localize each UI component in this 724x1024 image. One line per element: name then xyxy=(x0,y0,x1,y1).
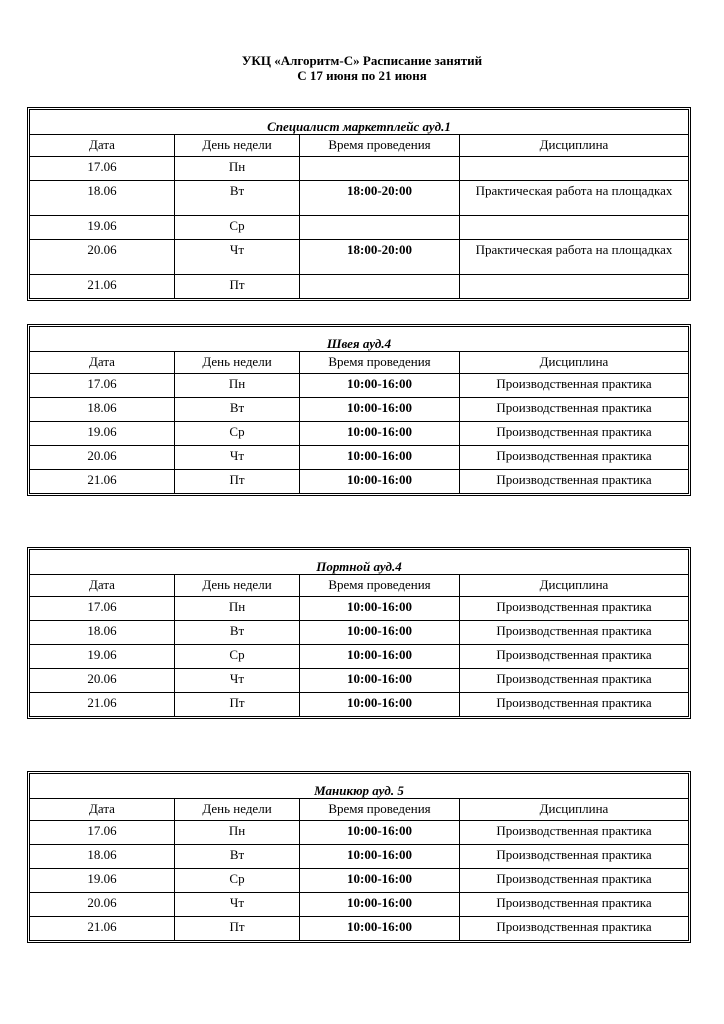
discipline-cell: Практическая работа на площадках xyxy=(460,240,688,275)
date-cell: 21.06 xyxy=(30,470,175,493)
time-cell: 10:00-16:00 xyxy=(300,422,460,446)
column-header-date: Дата xyxy=(30,575,175,597)
time-cell: 10:00-16:00 xyxy=(300,821,460,845)
discipline-cell: Производственная практика xyxy=(496,472,652,487)
date-cell: 18.06 xyxy=(30,621,175,645)
time-cell: 10:00-16:00 xyxy=(300,470,460,493)
schedule-table-seamstress xyxy=(27,324,691,496)
time-cell: 10:00-16:00 xyxy=(300,917,460,940)
table-row xyxy=(30,597,688,621)
discipline-cell: Производственная практика xyxy=(460,845,688,869)
day-cell: Ср xyxy=(175,216,300,240)
discipline-cell: Производственная практика xyxy=(460,893,688,917)
time-cell: 10:00-16:00 xyxy=(300,398,460,422)
day-cell: Чт xyxy=(175,446,300,470)
column-header-day: День недели xyxy=(175,135,300,157)
date-cell: 18.06 xyxy=(30,181,175,216)
column-header-time: Время проведения xyxy=(300,575,460,597)
schedule-table-marketplace xyxy=(27,107,691,301)
document-title: УКЦ «Алгоритм-С» Расписание занятий xyxy=(241,53,483,68)
table-caption: Портной ауд.4 xyxy=(30,550,688,575)
day-cell: Ср xyxy=(175,869,300,893)
day-cell: Пт xyxy=(175,917,300,940)
discipline-cell: Производственная практика xyxy=(460,422,688,446)
time-cell: 10:00-16:00 xyxy=(300,669,460,693)
table-row xyxy=(30,275,688,298)
column-header-day: День недели xyxy=(175,352,300,374)
table-row xyxy=(30,693,688,716)
column-header-time: Время проведения xyxy=(300,799,460,821)
time-cell xyxy=(300,275,460,298)
date-cell: 19.06 xyxy=(30,645,175,669)
discipline-cell: Производственная практика xyxy=(460,621,688,645)
column-header-day: День недели xyxy=(175,799,300,821)
date-cell: 17.06 xyxy=(30,374,175,398)
time-cell: 10:00-16:00 xyxy=(300,693,460,716)
table-row xyxy=(30,869,688,893)
date-cell: 17.06 xyxy=(30,597,175,621)
discipline-cell: Производственная практика xyxy=(460,869,688,893)
discipline-cell: Производственная практика xyxy=(460,398,688,422)
day-cell: Вт xyxy=(175,181,300,216)
date-cell: 19.06 xyxy=(30,869,175,893)
table-row xyxy=(30,621,688,645)
table-row xyxy=(30,398,688,422)
table-row xyxy=(30,240,688,275)
column-header-discipline: Дисциплина xyxy=(460,135,688,157)
schedule-table-tailor xyxy=(27,547,691,719)
document-date-range: С 17 июня по 21 июня xyxy=(297,68,427,83)
column-header-time: Время проведения xyxy=(300,352,460,374)
table-row xyxy=(30,157,688,181)
table-row xyxy=(30,645,688,669)
table-row xyxy=(30,845,688,869)
discipline-cell: Производственная практика xyxy=(460,645,688,669)
column-header-date: Дата xyxy=(30,135,175,157)
table-row xyxy=(30,216,688,240)
date-cell: 18.06 xyxy=(30,398,175,422)
time-cell: 10:00-16:00 xyxy=(300,597,460,621)
discipline-cell xyxy=(460,275,688,298)
table-caption: Швея ауд.4 xyxy=(30,327,688,352)
time-cell: 10:00-16:00 xyxy=(300,446,460,470)
column-header-date: Дата xyxy=(30,352,175,374)
day-cell: Пт xyxy=(175,275,300,298)
date-cell: 17.06 xyxy=(30,821,175,845)
day-cell: Чт xyxy=(175,669,300,693)
time-cell: 10:00-16:00 xyxy=(300,869,460,893)
table-row xyxy=(30,181,688,216)
date-cell: 21.06 xyxy=(30,693,175,716)
date-cell: 20.06 xyxy=(30,893,175,917)
column-header-discipline: Дисциплина xyxy=(460,799,688,821)
day-cell: Пн xyxy=(175,821,300,845)
date-cell: 17.06 xyxy=(30,157,175,181)
table-row xyxy=(30,374,688,398)
day-cell: Пт xyxy=(175,470,300,493)
day-cell: Пн xyxy=(175,597,300,621)
time-cell xyxy=(300,216,460,240)
day-cell: Вт xyxy=(175,845,300,869)
time-cell: 10:00-16:00 xyxy=(300,645,460,669)
time-cell xyxy=(300,157,460,181)
table-row xyxy=(30,470,688,493)
time-cell: 18:00-20:00 xyxy=(300,181,460,216)
table-row xyxy=(30,917,688,940)
table-row xyxy=(30,893,688,917)
column-header-date: Дата xyxy=(30,799,175,821)
discipline-cell: Практическая работа на площадках xyxy=(460,181,688,216)
date-cell: 21.06 xyxy=(30,275,175,298)
date-cell: 20.06 xyxy=(30,669,175,693)
date-cell: 19.06 xyxy=(30,216,175,240)
column-header-discipline: Дисциплина xyxy=(460,352,688,374)
date-cell: 21.06 xyxy=(30,917,175,940)
discipline-cell: Производственная практика xyxy=(460,374,688,398)
discipline-cell xyxy=(460,157,688,181)
day-cell: Ср xyxy=(175,645,300,669)
date-cell: 20.06 xyxy=(30,240,175,275)
schedule-table-manicure xyxy=(27,771,691,943)
day-cell: Пт xyxy=(175,693,300,716)
table-row xyxy=(30,422,688,446)
column-header-day: День недели xyxy=(175,575,300,597)
table-row xyxy=(30,669,688,693)
day-cell: Пн xyxy=(175,157,300,181)
table-caption: Маникюр ауд. 5 xyxy=(30,774,688,799)
date-cell: 19.06 xyxy=(30,422,175,446)
discipline-cell: Производственная практика xyxy=(496,919,652,934)
discipline-cell: Производственная практика xyxy=(496,695,652,710)
day-cell: Вт xyxy=(175,621,300,645)
day-cell: Ср xyxy=(175,422,300,446)
table-caption: Специалист маркетплейс ауд.1 xyxy=(30,110,688,135)
discipline-cell: Производственная практика xyxy=(460,821,688,845)
column-header-discipline: Дисциплина xyxy=(460,575,688,597)
day-cell: Вт xyxy=(175,398,300,422)
time-cell: 10:00-16:00 xyxy=(300,374,460,398)
discipline-cell: Производственная практика xyxy=(460,446,688,470)
table-row xyxy=(30,821,688,845)
day-cell: Пн xyxy=(175,374,300,398)
time-cell: 10:00-16:00 xyxy=(300,893,460,917)
column-header-time: Время проведения xyxy=(300,135,460,157)
discipline-cell xyxy=(460,216,688,240)
discipline-cell: Производственная практика xyxy=(460,669,688,693)
time-cell: 18:00-20:00 xyxy=(300,240,460,275)
date-cell: 18.06 xyxy=(30,845,175,869)
day-cell: Чт xyxy=(175,893,300,917)
day-cell: Чт xyxy=(175,240,300,275)
date-cell: 20.06 xyxy=(30,446,175,470)
time-cell: 10:00-16:00 xyxy=(300,621,460,645)
discipline-cell: Производственная практика xyxy=(460,597,688,621)
time-cell: 10:00-16:00 xyxy=(300,845,460,869)
table-row xyxy=(30,446,688,470)
